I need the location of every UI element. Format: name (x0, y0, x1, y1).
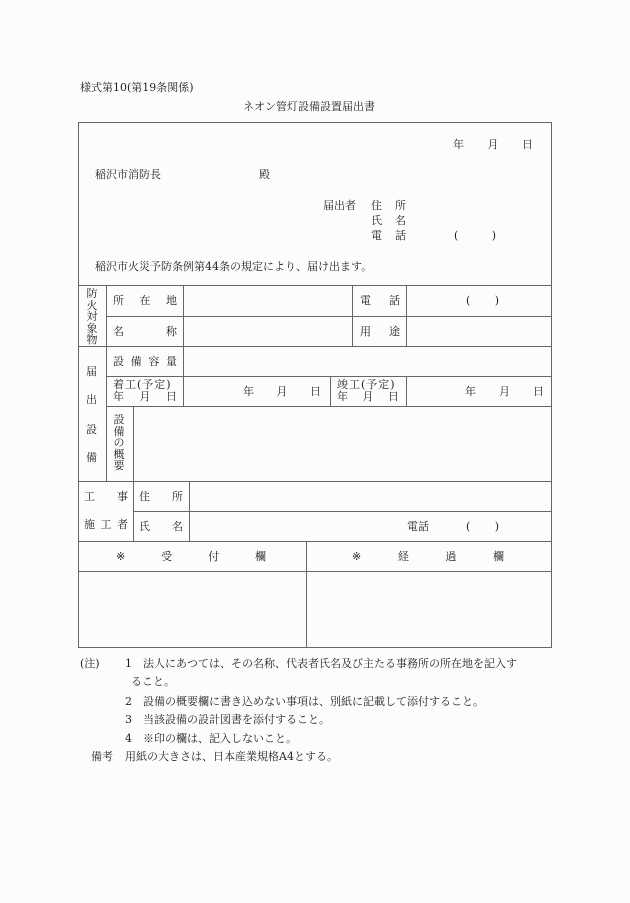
contractor-address-label (139, 490, 183, 503)
char: 地 (166, 294, 177, 307)
applicant-name-label (371, 214, 406, 227)
date-day: 日 (522, 138, 533, 151)
divider (106, 285, 107, 481)
start-label: 着工(予定) (113, 378, 172, 391)
contractor-label-line1 (84, 490, 128, 503)
char: 月 (139, 390, 151, 403)
char: 名 (395, 214, 406, 227)
char: 氏 (371, 214, 382, 227)
capacity-field[interactable] (184, 347, 550, 375)
char: 工 (84, 490, 95, 503)
char: 住 (139, 490, 150, 503)
char: 年 (337, 390, 348, 403)
completion-label-date (337, 390, 399, 403)
notes-prefix: (注) (80, 657, 100, 670)
char: 欄 (493, 550, 504, 563)
applicant-address-label (371, 199, 406, 212)
char: 日 (310, 385, 321, 398)
equipment-group-char-3: 設 (86, 423, 97, 436)
addressee: 稲沢市消防長 (95, 168, 161, 181)
contractor-label-line2 (84, 518, 128, 531)
applicant-phone-label (371, 229, 406, 242)
paren-close: ) (494, 294, 499, 307)
note-2-text: 設備の概要欄に書き込めない事項は、別紙に記載して添付すること。 (143, 695, 484, 708)
char: 受 (161, 550, 173, 563)
char: 名 (172, 520, 183, 533)
char: 月 (499, 385, 510, 398)
paren-close: ) (491, 229, 496, 242)
contractor-name-label (139, 520, 183, 533)
char: 所 (395, 199, 406, 212)
note-2-number: 2 (125, 695, 132, 708)
char: 年 (243, 385, 254, 398)
summary-label: 設備の概要 (113, 413, 125, 472)
char: 所 (172, 490, 183, 503)
char: 付 (208, 550, 220, 563)
char: 話 (395, 229, 406, 242)
char: 容 (148, 355, 160, 368)
target-phone-label (360, 294, 400, 307)
contractor-name-field[interactable] (190, 512, 390, 540)
divider (78, 541, 551, 542)
equipment-group-char-4: 備 (86, 451, 97, 464)
char: 名 (113, 325, 124, 338)
start-label-date (113, 390, 177, 403)
char: 所 (113, 294, 124, 307)
reception-field (79, 572, 305, 646)
use-field[interactable] (407, 317, 550, 345)
char: 称 (166, 325, 177, 338)
char: 電 (360, 294, 371, 307)
char: 施 (84, 518, 95, 531)
applicant-label: 届出者 (323, 199, 356, 212)
progress-field (307, 572, 550, 646)
char: 月 (276, 385, 288, 398)
completion-date-field[interactable] (465, 385, 544, 398)
char: 電 (371, 229, 382, 242)
target-name-label (113, 325, 177, 338)
note-1-text-cont: ること。 (131, 675, 175, 688)
note-4-text: ※印の欄は、記入しないこと。 (143, 732, 297, 745)
honorific: 殿 (259, 168, 270, 181)
paren-open: ( (466, 294, 471, 307)
contractor-phone-field[interactable] (466, 520, 499, 533)
paren-close: ) (494, 520, 499, 533)
location-label (113, 294, 177, 307)
char: 工 (100, 518, 112, 531)
contractor-phone-label: 電話 (407, 520, 429, 533)
char: 話 (389, 294, 400, 307)
char: 経 (397, 550, 409, 563)
statement: 稲沢市火災予防条例第44条の規定により、届け出ます。 (95, 260, 373, 273)
char: 者 (117, 518, 128, 531)
char: 備 (130, 355, 142, 368)
note-1-number: 1 (125, 657, 132, 670)
equipment-group-char-1: 届 (86, 365, 97, 378)
char: 年 (465, 385, 476, 398)
capacity-label (113, 355, 177, 368)
char: 住 (371, 199, 382, 212)
applicant-phone-field[interactable] (454, 229, 496, 242)
fire-target-group-label: 防火対象物 (86, 287, 98, 346)
date-year: 年 (453, 138, 464, 151)
remarks-text: 用紙の大きさは、日本産業規格A4とする。 (125, 750, 338, 763)
char: 氏 (139, 520, 150, 533)
divider (106, 376, 551, 377)
char: 過 (445, 550, 457, 563)
summary-field[interactable] (134, 407, 550, 480)
char: 日 (533, 385, 544, 398)
paren-open: ( (466, 520, 471, 533)
char: 事 (117, 490, 128, 503)
char: 欄 (254, 550, 266, 563)
submission-date[interactable] (453, 138, 533, 151)
divider (352, 285, 353, 346)
use-label (360, 325, 400, 338)
remarks-label: 備考 (91, 750, 113, 763)
char: 日 (166, 390, 177, 403)
char: 設 (113, 355, 124, 368)
divider (330, 376, 331, 406)
note-1-text: 法人にあつては、その名称、代表者氏名及び主たる事務所の所在地を記入す (143, 657, 517, 670)
note-3-text: 当該設備の設計図書を添付すること。 (143, 713, 330, 726)
completion-label: 竣工(予定) (337, 378, 396, 391)
reference-mark-icon: ※ (352, 550, 362, 563)
start-date-field[interactable] (243, 385, 321, 398)
divider (406, 376, 407, 406)
location-field[interactable] (184, 286, 351, 315)
reference-mark-icon: ※ (116, 550, 126, 563)
char: 途 (389, 325, 400, 338)
equipment-group-char-2: 出 (86, 393, 97, 406)
char: 日 (388, 390, 399, 403)
form-number: 様式第10(第19条関係) (80, 81, 194, 94)
progress-header (352, 550, 504, 563)
paren-open: ( (454, 229, 459, 242)
date-month: 月 (487, 138, 499, 151)
char: 在 (139, 294, 151, 307)
note-3-number: 3 (125, 713, 132, 726)
note-4-number: 4 (125, 732, 132, 745)
target-phone-field[interactable] (466, 294, 499, 307)
char: 量 (165, 355, 177, 368)
reception-header (116, 550, 266, 563)
char: 用 (360, 325, 371, 338)
form-title: ネオン管灯設備設置届出書 (243, 100, 375, 113)
target-name-field[interactable] (184, 317, 351, 345)
char: 年 (113, 390, 124, 403)
contractor-address-field[interactable] (190, 482, 550, 510)
char: 月 (362, 390, 374, 403)
